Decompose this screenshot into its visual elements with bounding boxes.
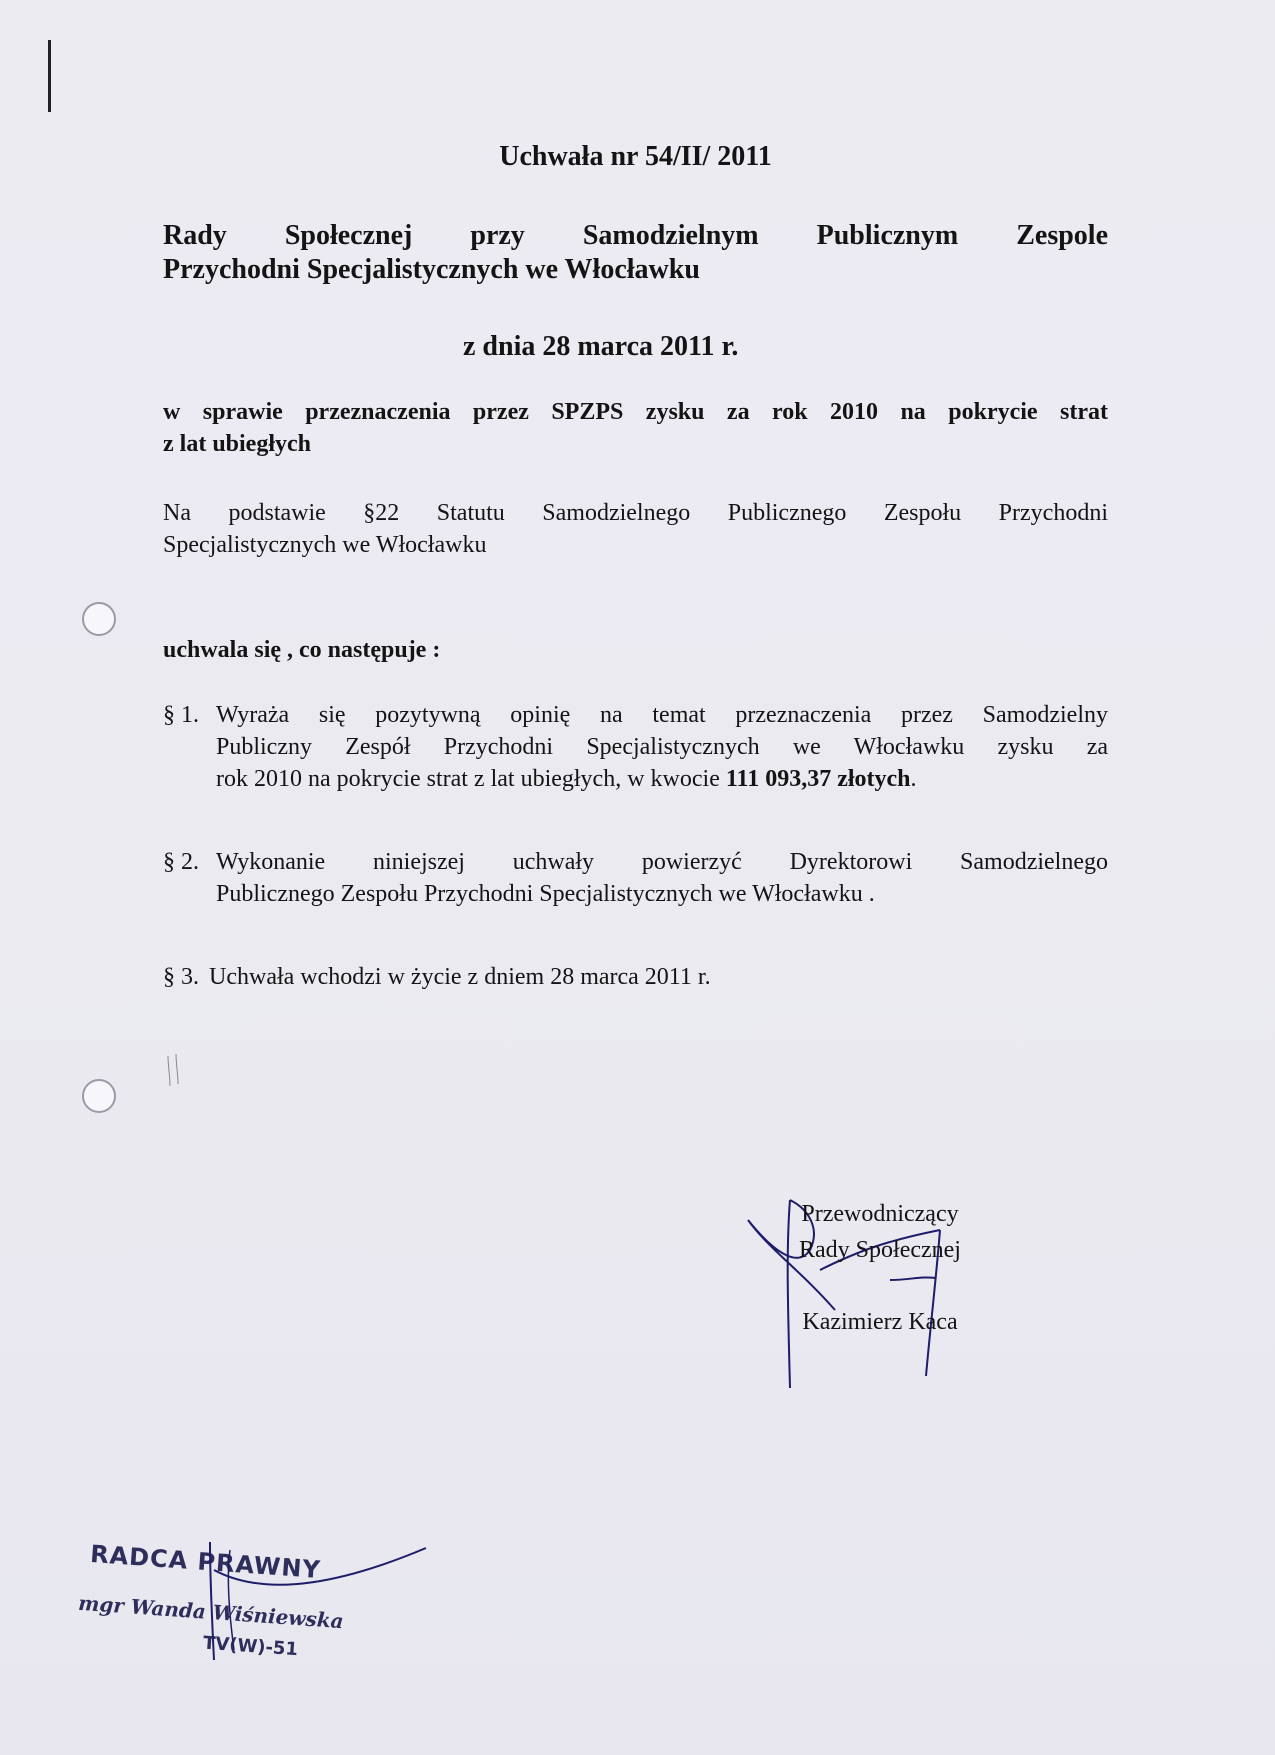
signatory-name: Kazimierz Kaca (802, 1309, 958, 1335)
paragraph-line: Wykonanie niniejszej uchwały powierzyć Dyrektorowi Samodzielnego (216, 849, 1108, 875)
council-line-1: Rady Społecznej przy Samodzielnym Publicznym Zespole (163, 220, 1108, 251)
stamp-line-2: mgr Wanda Wiśniewska (77, 1590, 345, 1634)
paragraph-line: Uchwała wchodzi w życie z dniem 28 marca 2011 r. (209, 964, 711, 990)
signatory-block (760, 1196, 1000, 1340)
paragraph-number: § 2. (163, 849, 199, 875)
paragraph-line: Wyraża się pozytywną opinię na temat przeznaczenia przez Samodzielny (216, 702, 1108, 728)
subject-line-1: w sprawie przeznaczenia przez SPZPS zysku za rok 2010 na pokrycie strat (163, 399, 1108, 425)
basis-line-2: Specjalistycznych we Włocławku (163, 532, 487, 558)
punch-hole-top (82, 602, 116, 636)
paragraph-end: . (910, 766, 917, 792)
paragraph-line: Publiczny Zespół Przychodni Specjalistycznych we Włocławku zysku za (216, 734, 1108, 760)
document-title: Uchwała nr 54/II/ 2011 (499, 141, 772, 172)
punch-hole-bottom (82, 1079, 116, 1113)
document-date: z dnia 28 marca 2011 r. (463, 331, 739, 362)
paragraph-number: § 3. (163, 964, 199, 990)
advisor-signature (190, 1530, 440, 1670)
paragraph-line: Publicznego Zespołu Przychodni Specjalistycznych we Włocławku . (216, 881, 875, 907)
legal-basis (163, 497, 1108, 561)
council-line-2: Przychodni Specjalistycznych we Włocławku (163, 254, 700, 285)
council-name (163, 219, 1108, 287)
paragraph-line-text: rok 2010 na pokrycie strat z lat ubiegłych, w kwocie (216, 766, 726, 792)
amount: 111 093,37 złotych (725, 766, 911, 792)
basis-line-1: Na podstawie §22 Statutu Samodzielnego Publicznego Zespołu Przychodni (163, 500, 1108, 526)
paragraph-line (216, 766, 917, 792)
margin-scribble (160, 1050, 190, 1090)
stamp-line-3: TV(W)-51 (202, 1632, 299, 1661)
paragraph-number: § 1. (163, 702, 199, 728)
document-subject (163, 396, 1108, 460)
margin-mark (48, 40, 51, 112)
signatory-role-line-2: Rady Społecznej (799, 1237, 961, 1263)
paragraph-3 (163, 961, 1108, 993)
paragraph-2 (163, 846, 1108, 910)
paragraph-1 (163, 699, 1108, 795)
signatory-role-line-1: Przewodniczący (801, 1201, 959, 1227)
stamp-line-1: RADCA PRAWNY (89, 1539, 322, 1585)
subject-line-2: z lat ubiegłych (163, 431, 311, 457)
resolves-heading: uchwala się , co następuje : (163, 637, 441, 663)
